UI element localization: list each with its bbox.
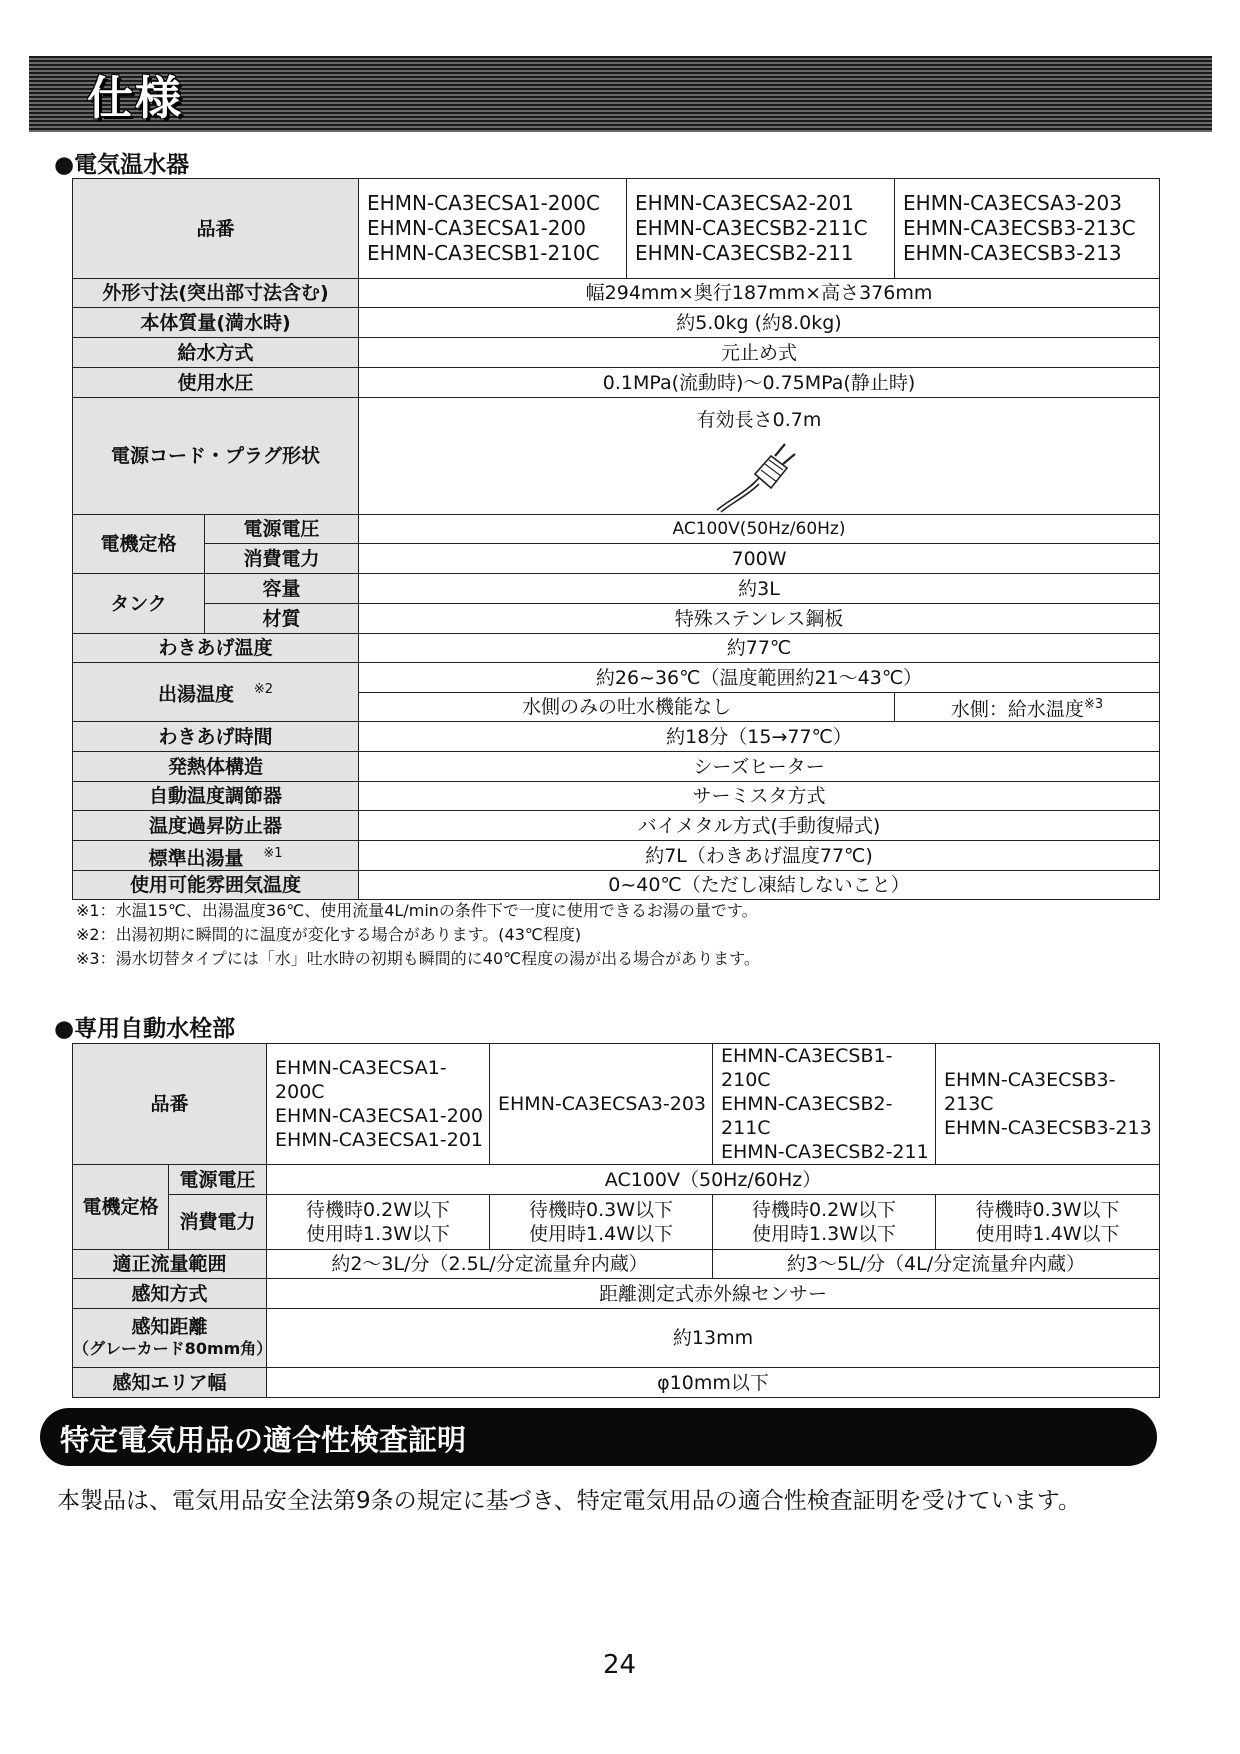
- section-title-faucet: ●専用自動水栓部: [54, 1016, 236, 1042]
- model-group-1: EHMN-CA3ECSA1-200C EHMN-CA3ECSA1-200 EHMN-CA3ECSB1-210C: [359, 179, 627, 279]
- power-value: 700W: [359, 544, 1160, 574]
- mass-value: 約5.0kg (約8.0kg): [359, 308, 1160, 338]
- boil-time-label: わきあげ時間: [73, 722, 359, 752]
- faucet-power-label: 消費電力: [169, 1195, 267, 1250]
- faucet-power-2: 待機時0.3W以下 使用時1.4W以下: [490, 1195, 713, 1250]
- cord-cell: [359, 398, 1160, 515]
- cord-length: 有効長さ0.7m: [696, 409, 822, 431]
- heater-type-value: シーズヒーター: [359, 752, 1160, 782]
- faucet-model-group-1: EHMN-CA3ECSA1-200C EHMN-CA3ECSA1-200 EHMN-CA3ECSA1-201: [267, 1044, 490, 1165]
- page-title: 仕様: [87, 71, 183, 125]
- outlet-temp-sub-right: 水側：給水温度$^{※3}$: [895, 693, 1160, 722]
- flow-right-value: 約3～5L/分（4L/分定流量弁内蔵）: [713, 1250, 1160, 1279]
- model-group-2: EHMN-CA3ECSA2-201 EHMN-CA3ECSB2-211C EHMN-CA3ECSB2-211: [627, 179, 895, 279]
- supply-value: 元止め式: [359, 338, 1160, 368]
- mass-label: 本体質量(満水時): [73, 308, 359, 338]
- header-band: [29, 56, 1212, 132]
- footnote-3: ※3：湯水切替タイプには「水」吐水時の初期も瞬間的に40℃程度の湯が出る場合があります。: [76, 949, 760, 968]
- faucet-spec-table: [72, 1043, 1160, 1398]
- pressure-label: 使用水圧: [73, 368, 359, 398]
- supply-label: 給水方式: [73, 338, 359, 368]
- overheat-value: バイメタル方式(手動復帰式): [359, 811, 1160, 841]
- area-value: φ10mm以下: [267, 1368, 1160, 1398]
- distance-value: 約13mm: [267, 1309, 1160, 1368]
- outlet-temp-sub-left: 水側のみの吐水機能なし: [359, 693, 895, 722]
- footnote-2: ※2：出湯初期に瞬間的に温度が変化する場合があります。(43℃程度): [76, 925, 582, 944]
- dimensions-label: 外形寸法(突出部寸法含む): [73, 279, 359, 308]
- std-output-label: 標準出湯量 $^{※1}$: [73, 841, 359, 871]
- rating-label: 電機定格: [73, 515, 205, 574]
- ambient-label: 使用可能雰囲気温度: [73, 871, 359, 900]
- boil-temp-value: 約77℃: [359, 634, 1160, 663]
- model-header: 品番: [73, 179, 359, 279]
- heater-spec-table: [72, 178, 1160, 900]
- dimensions-value: 幅294mm×奥行187mm×高さ376mm: [359, 279, 1160, 308]
- certification-title: 特定電気用品の適合性検査証明: [60, 1423, 467, 1457]
- faucet-voltage-label: 電源電圧: [169, 1165, 267, 1195]
- flow-left-value: 約2～3L/分（2.5L/分定流量弁内蔵）: [267, 1250, 713, 1279]
- capacity-label: 容量: [205, 574, 359, 604]
- heater-type-label: 発熱体構造: [73, 752, 359, 782]
- faucet-voltage-value: AC100V（50Hz/60Hz）: [267, 1165, 1160, 1195]
- footnotes: [76, 899, 760, 971]
- std-output-value: 約7L（わきあげ温度77℃): [359, 841, 1160, 871]
- voltage-value: AC100V(50Hz/60Hz): [359, 515, 1160, 544]
- sensing-label: 感知方式: [73, 1279, 267, 1309]
- model-group-3: EHMN-CA3ECSA3-203 EHMN-CA3ECSB3-213C EHMN-CA3ECSB3-213: [895, 179, 1160, 279]
- boil-temp-label: わきあげ温度: [73, 634, 359, 663]
- regulator-value: サーミスタ方式: [359, 782, 1160, 811]
- regulator-label: 自動温度調節器: [73, 782, 359, 811]
- page-number: 24: [603, 1650, 637, 1680]
- cord-label: 電源コード・プラグ形状: [73, 398, 359, 515]
- section-title-heater: ●電気温水器: [54, 152, 190, 178]
- faucet-rating-label: 電機定格: [73, 1165, 169, 1250]
- pressure-value: 0.1MPa(流動時)～0.75MPa(静止時): [359, 368, 1160, 398]
- voltage-label: 電源電圧: [205, 515, 359, 544]
- faucet-power-1: 待機時0.2W以下 使用時1.3W以下: [267, 1195, 490, 1250]
- faucet-model-group-3: EHMN-CA3ECSB1-210C EHMN-CA3ECSB2-211C EHMN-CA3ECSB2-211: [713, 1044, 936, 1165]
- tank-label: タンク: [73, 574, 205, 634]
- faucet-model-header: 品番: [73, 1044, 267, 1165]
- certification-text: 本製品は、電気用品安全法第9条の規定に基づき、特定電気用品の適合性検査証明を受けています。: [57, 1488, 1081, 1514]
- overheat-label: 温度過昇防止器: [73, 811, 359, 841]
- faucet-model-group-4: EHMN-CA3ECSB3-213C EHMN-CA3ECSB3-213: [936, 1044, 1160, 1165]
- faucet-model-group-2: EHMN-CA3ECSA3-203: [490, 1044, 713, 1165]
- distance-label: 感知距離 （グレーカード80mm角）: [73, 1309, 267, 1368]
- plug-icon: [709, 434, 809, 514]
- certification-banner: [40, 1408, 1157, 1466]
- faucet-power-4: 待機時0.3W以下 使用時1.4W以下: [936, 1195, 1160, 1250]
- footnote-1: ※1：水温15℃、出湯温度36℃、使用流量4L/minの条件下で一度に使用できるお湯の量です。: [76, 901, 758, 920]
- material-label: 材質: [205, 604, 359, 634]
- boil-time-value: 約18分（15→77℃）: [359, 722, 1160, 752]
- sensing-value: 距離測定式赤外線センサー: [267, 1279, 1160, 1309]
- material-value: 特殊ステンレス鋼板: [359, 604, 1160, 634]
- flow-label: 適正流量範囲: [73, 1250, 267, 1279]
- capacity-value: 約3L: [359, 574, 1160, 604]
- outlet-temp-value: 約26~36℃（温度範囲約21～43℃）: [359, 663, 1160, 693]
- outlet-temp-label: 出湯温度 $^{※2}$: [73, 663, 359, 722]
- power-label: 消費電力: [205, 544, 359, 574]
- ambient-value: 0~40℃（ただし凍結しないこと）: [359, 871, 1160, 900]
- faucet-power-3: 待機時0.2W以下 使用時1.3W以下: [713, 1195, 936, 1250]
- area-label: 感知エリア幅: [73, 1368, 267, 1398]
